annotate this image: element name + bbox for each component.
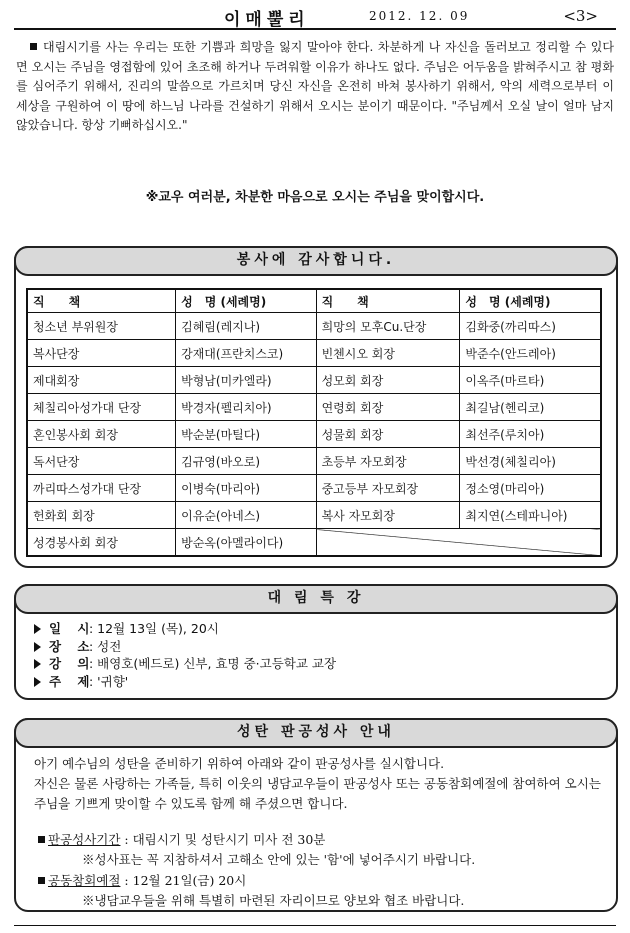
table-row [27, 367, 601, 394]
confession-period [38, 830, 325, 848]
table-row [27, 502, 601, 529]
role-cell: 청소년 부위원장 [27, 313, 176, 340]
lecture-label: 일 시 [49, 621, 96, 636]
name-cell: 박순분(마틸다) [176, 421, 316, 448]
lecture-panel [14, 584, 618, 700]
role-cell: 헌화회 회장 [27, 502, 176, 529]
role-cell: 혼인봉사회 회장 [27, 421, 176, 448]
square-bullet-icon [38, 836, 45, 843]
confession-period-label: 판공성사기간 [48, 832, 121, 847]
name-cell: 강재대(프란치스코) [176, 340, 316, 367]
role-cell: 성모회 회장 [316, 367, 460, 394]
name-cell: 김화중(까리따스) [460, 313, 601, 340]
table-row [27, 448, 601, 475]
name-cell: 방순옥(아멜라이다) [176, 529, 316, 557]
name-cell: 최선주(루치아) [460, 421, 601, 448]
role-cell: 성물회 회장 [316, 421, 460, 448]
communal-penance-note: ※냉담교우들을 위해 특별히 마련된 자리이므로 양보와 협조 바랍니다. [82, 893, 465, 908]
header-name: 성 명 (세례명) [176, 289, 316, 313]
list-item [34, 638, 336, 656]
name-cell: 박선경(체칠리아) [460, 448, 601, 475]
role-cell: 빈첸시오 회장 [316, 340, 460, 367]
list-item [34, 620, 336, 638]
name-cell: 정소영(마리아) [460, 475, 601, 502]
volunteer-table [26, 288, 602, 557]
header-role: 직 책 [27, 289, 176, 313]
page-header [14, 6, 616, 30]
communal-penance-label: 공동참회예절 [48, 873, 121, 888]
lecture-value: : 12월 13일 (목), 20시 [89, 621, 219, 636]
empty-cell [316, 529, 601, 557]
role-cell: 복사 자모회장 [316, 502, 460, 529]
thanks-title: 봉사에 감사합니다. [14, 246, 618, 276]
communal-penance [38, 871, 246, 889]
triangle-bullet-icon [34, 642, 41, 652]
table-row [27, 529, 601, 557]
role-cell: 희망의 모후Cu.단장 [316, 313, 460, 340]
table-header-row [27, 289, 601, 313]
role-cell: 제대회장 [27, 367, 176, 394]
name-cell: 박준수(안드레아) [460, 340, 601, 367]
page-number: <3> [563, 7, 598, 25]
lecture-label: 강 의 [49, 656, 96, 671]
header-name: 성 명 (세례명) [460, 289, 601, 313]
name-cell: 김규영(바오로) [176, 448, 316, 475]
name-cell: 박경자(펠리치아) [176, 394, 316, 421]
advent-message-text: 대림시기를 사는 우리는 또한 기쁨과 희망을 잃지 말아야 한다. 차분하게 나 자신을 돌러보고 정리할 수 있다면 오시는 주님을 영접함에 있어 초조해 하거나 두려워할 이유가 하나도 없다. 주님은 어두움을 밝혀주시고 참 평화를 심어주기 위해서, 진리의 말씀으로 가르치며 당신 자신을 온전히 바쳐 봉사하기 위해서, 악의 세력으로부터 이 세상을 구원하여 이 땅에 하느님 나라를 건설하기 위해서 오시는 분이기 때문이다. "주님께서 오실 날이 얼마 남지 않았습니다. 항상 기뻐하십시오." [16, 40, 614, 132]
role-cell: 초등부 자모회장 [316, 448, 460, 475]
role-cell: 연령회 회장 [316, 394, 460, 421]
issue-date: 2012. 12. 09 [369, 9, 470, 23]
lecture-value: : 성전 [89, 638, 122, 654]
list-item [34, 655, 336, 673]
name-cell: 김혜림(레지나) [176, 313, 316, 340]
volunteer-table-body [27, 313, 601, 557]
role-cell: 까리따스성가대 단장 [27, 475, 176, 502]
table-row [27, 340, 601, 367]
name-cell: 박형남(미카엘라) [176, 367, 316, 394]
confession-note: ※성사표는 꼭 지참하셔서 고해소 안에 있는 '함'에 넣어주시기 바랍니다. [82, 852, 476, 867]
role-cell: 체칠리아성가대 단장 [27, 394, 176, 421]
table-row [27, 313, 601, 340]
role-cell: 독서단장 [27, 448, 176, 475]
role-cell: 복사단장 [27, 340, 176, 367]
square-bullet-icon [30, 43, 37, 50]
table-row [27, 394, 601, 421]
role-cell: 중고등부 자모회장 [316, 475, 460, 502]
penance-panel [14, 718, 618, 912]
communal-penance-value: : 12월 21일(금) 20시 [120, 873, 247, 888]
triangle-bullet-icon [34, 624, 41, 634]
role-cell: 성경봉사회 회장 [27, 529, 176, 557]
list-item [34, 673, 336, 691]
bulletin-title: 이매뿔리 [224, 10, 310, 30]
bottom-divider [14, 925, 616, 926]
thanks-panel [14, 246, 618, 568]
exhortation: ※교우 여러분, 차분한 마음으로 오시는 주님을 맞이합시다. [145, 190, 485, 205]
header-role: 직 책 [316, 289, 460, 313]
lecture-title: 대 림 특 강 [14, 584, 618, 614]
confession-period-value: : 대림시기 및 성탄시기 미사 전 30분 [120, 832, 326, 847]
name-cell: 이유순(아네스) [176, 502, 316, 529]
advent-message [16, 38, 614, 136]
triangle-bullet-icon [34, 677, 41, 687]
penance-line-2: 자신은 물론 사랑하는 가족들, 특히 이웃의 냉담교우들이 판공성사 또는 공동참회예절에 참여하여 오시는 주님을 기쁘게 맞이할 수 있도록 함께 해 주셨으면 합니다. [34, 776, 601, 811]
penance-line-1: 아기 예수님의 성탄을 준비하기 위하여 아래와 같이 판공성사를 실시합니다. [34, 756, 445, 771]
name-cell: 이옥주(마르타) [460, 367, 601, 394]
lecture-details [34, 620, 336, 690]
square-bullet-icon [38, 877, 45, 884]
lecture-value: : 배영호(베드로) 신부, 효명 중·고등학교 교장 [89, 656, 337, 671]
name-cell: 이병숙(마리아) [176, 475, 316, 502]
lecture-value: : '귀향' [89, 673, 129, 689]
table-row [27, 475, 601, 502]
penance-title: 성탄 판공성사 안내 [14, 718, 618, 748]
penance-intro [34, 754, 604, 814]
name-cell: 최지연(스테파니아) [460, 502, 601, 529]
lecture-label: 장 소 [49, 638, 96, 654]
triangle-bullet-icon [34, 659, 41, 669]
table-row [27, 421, 601, 448]
lecture-label: 주 제 [49, 673, 96, 689]
name-cell: 최길남(헨리코) [460, 394, 601, 421]
